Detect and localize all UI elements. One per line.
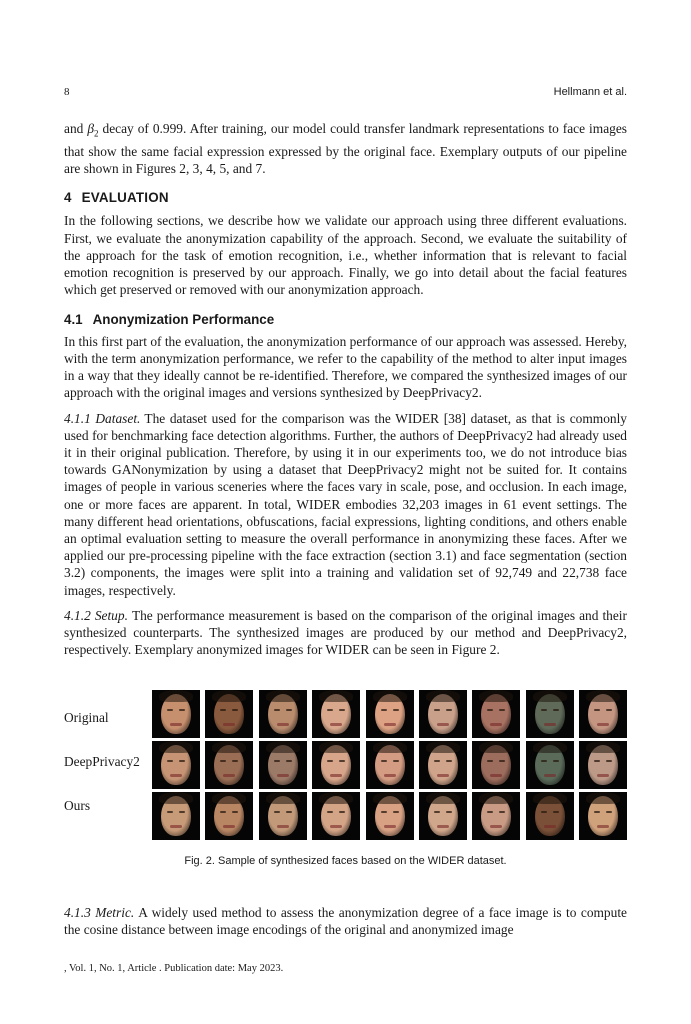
beta-subscript: 2 <box>94 128 99 139</box>
face-image-original-4 <box>312 690 360 738</box>
face-image-original-1 <box>152 690 200 738</box>
figure-2 <box>64 690 627 840</box>
face-image-ours-2 <box>205 792 253 840</box>
face-image-ours-3 <box>259 792 307 840</box>
intro-paragraph: and $\beta_2$ decay of 0.999. After training, our model could transfer landmark representations to face images that show the same facial expression expressed by the original face. Exemplary outputs of our pipeline are shown in Figures 2, 3, 4, 5, and 7. <box>64 121 627 177</box>
running-head: Hellmann et al. <box>553 86 627 98</box>
face-image-grid <box>152 690 627 840</box>
face-image-deepprivacy2-9 <box>579 741 627 789</box>
body-text-top <box>64 120 627 666</box>
figure-caption: Fig. 2. Sample of synthesized faces based on the WIDER dataset. <box>184 855 507 867</box>
face-image-original-3 <box>259 690 307 738</box>
paragraph-4-1-1: 4.1.1 Dataset. The dataset used for the comparison was the WIDER [38] dataset, as that is commonly used for benchmarking face detection algorithms. Further, the authors of DeepPrivacy2 had already used it in their original publication. Therefore, by using it in our experiments too, we do not introduce bias towards GANonymization by using a dataset that DeepPrivacy2 might not be suited for. It contains images of people in various sceneries where the faces vary in scale, pose, and occlusion. In each image, one or more faces are apparent. In total, WIDER embodies 32,203 images in 61 event settings. The many different head orientations, obfuscations, facial expressions, lighting conditions, and others enable an optimal evaluation setting to measure the overall performance in anonymizing these faces. After we applied our pre-processing pipeline with the face extraction (section 3.1) and face segmentation (section 3.2) components, the images were split into a training and validation set of 92,749 and 22,738 face images, respectively. <box>64 410 628 598</box>
face-image-ours-4 <box>312 792 360 840</box>
face-image-deepprivacy2-3 <box>259 741 307 789</box>
face-image-original-5 <box>366 690 414 738</box>
face-image-original-6 <box>419 690 467 738</box>
face-image-ours-6 <box>419 792 467 840</box>
face-image-ours-7 <box>472 792 520 840</box>
face-image-original-7 <box>472 690 520 738</box>
paragraph-4-1-3: 4.1.3 Metric. A widely used method to assess the anonymization degree of a face image is to compute the cosine distance between image encodings of the original and anonymized image <box>64 905 627 938</box>
body-text-bottom <box>64 904 627 946</box>
face-image-deepprivacy2-6 <box>419 741 467 789</box>
section-4-1-paragraph: In this first part of the evaluation, the anonymization performance of our approach was assessed. Hereby, with the term anonymization performance, we refer to the capability of the method to alter input images in a way that they ideally cannot be re-identified. Therefore, we compared the synthesized images of our approach with the original images and versions synthesized by DeepPrivacy2. <box>64 333 627 401</box>
paragraph-4-1-2: 4.1.2 Setup. The performance measurement is based on the comparison of the original images and their synthesized counterparts. The synthesized images are produced by our method and DeepPrivacy2, respectively. Exemplary anonymized images for WIDER can be seen in Figure 2. <box>64 607 627 658</box>
face-image-deepprivacy2-5 <box>366 741 414 789</box>
face-image-deepprivacy2-8 <box>526 741 574 789</box>
face-image-original-2 <box>205 690 253 738</box>
face-image-ours-5 <box>366 792 414 840</box>
beta-symbol: β <box>87 121 94 136</box>
row-label-ours: Ours <box>64 798 91 813</box>
section-4-heading: 4 EVALUATION <box>64 190 169 206</box>
page-number: 8 <box>64 86 70 98</box>
face-image-ours-9 <box>579 792 627 840</box>
face-image-ours-8 <box>526 792 574 840</box>
face-image-ours-1 <box>152 792 200 840</box>
face-image-original-9 <box>579 690 627 738</box>
section-4-1-heading: 4.1 Anonymization Performance <box>64 311 275 327</box>
face-image-original-8 <box>526 690 574 738</box>
section-4-paragraph: In the following sections, we describe how we validate our approach using three different evaluations. First, we evaluate the anonymization capability of the approach. Second, we evaluate the suitability of the approach for the task of emotion recognition, i.e., whether information that is relevant to facial emotion recognition is preserved by our approach. Finally, we go into detail about the facial features which get preserved or removed with our anonymization approach. <box>64 213 627 298</box>
page-footer: , Vol. 1, No. 1, Article . Publication date: May 2023. <box>64 963 284 974</box>
row-label-deepprivacy2: DeepPrivacy2 <box>64 754 140 769</box>
face-image-deepprivacy2-4 <box>312 741 360 789</box>
face-image-deepprivacy2-2 <box>205 741 253 789</box>
row-label-original: Original <box>64 710 109 725</box>
face-image-deepprivacy2-1 <box>152 741 200 789</box>
face-image-deepprivacy2-7 <box>472 741 520 789</box>
